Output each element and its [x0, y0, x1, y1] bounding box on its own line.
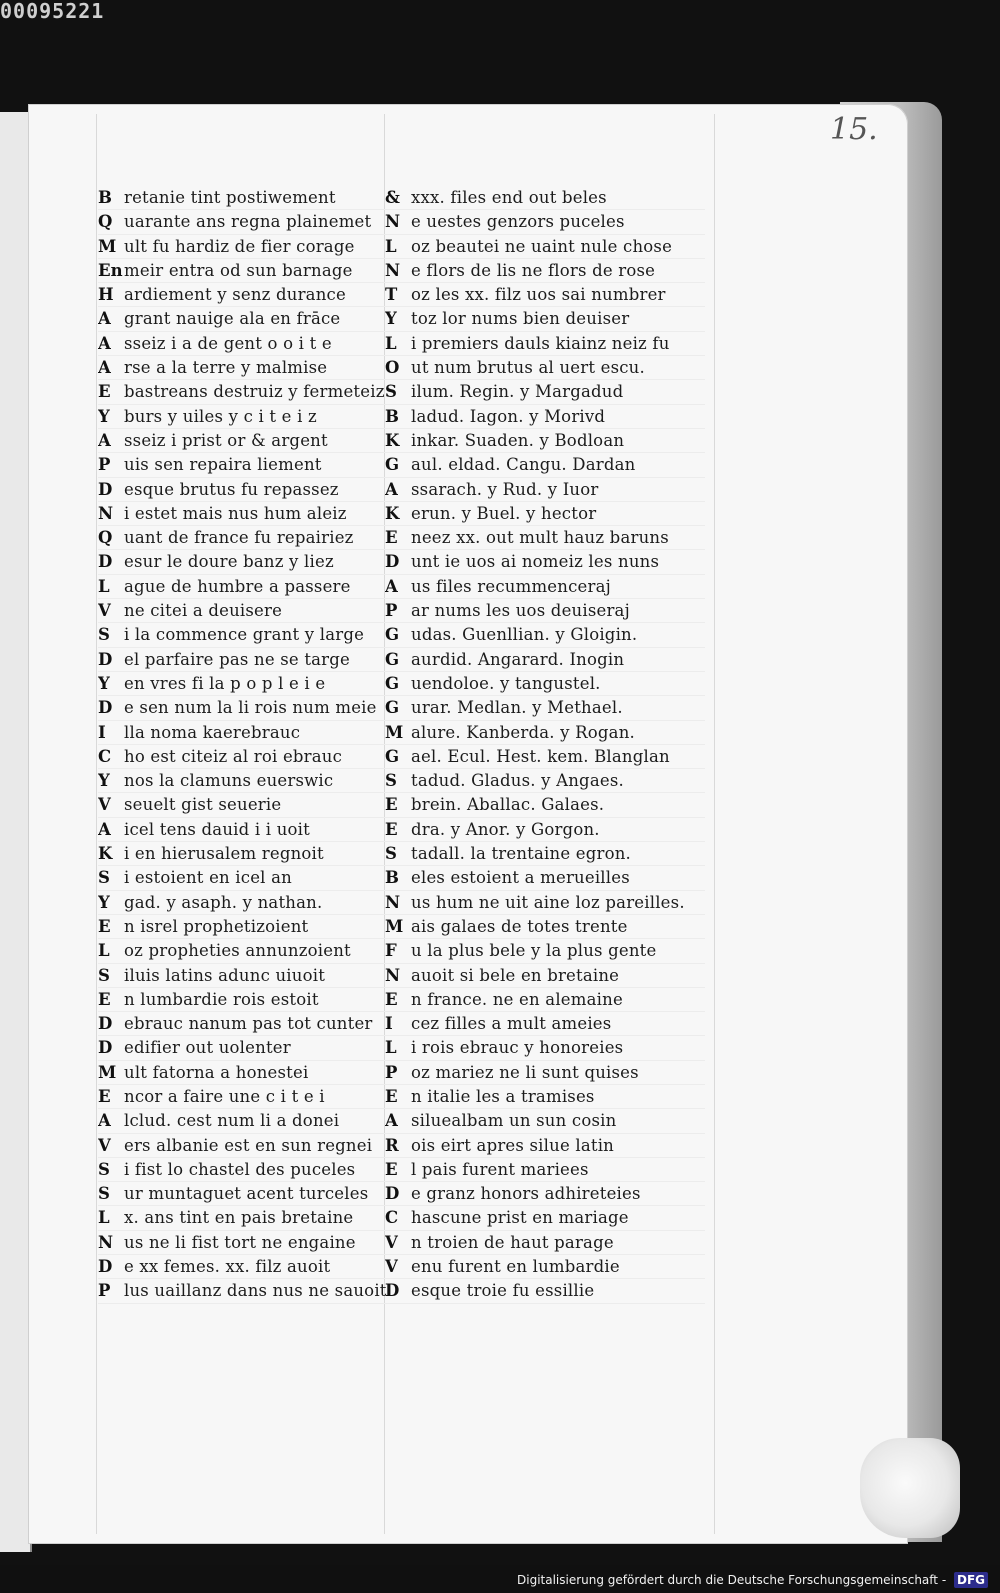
verse-text: ult fu hardiz de fier corage	[124, 236, 355, 256]
verse-text: ilum. Regin. y Margadud	[411, 382, 624, 402]
verse-text: e flors de lis ne flors de rose	[411, 260, 656, 280]
verse-initial: N	[385, 892, 401, 912]
verse-line	[98, 405, 388, 429]
verse-initial: S	[385, 844, 397, 864]
verse-text: hascune prist en mariage	[411, 1208, 629, 1228]
verse-text: bastreans destruiz y fermeteiz	[124, 382, 385, 402]
verse-text: tadud. Gladus. y Angaes.	[411, 771, 624, 791]
verse-line	[98, 818, 388, 842]
verse-text: i estet mais nus hum aleiz	[124, 503, 347, 523]
verse-initial: D	[385, 552, 400, 572]
verse-initial: K	[98, 844, 113, 864]
verse-initial: C	[385, 1208, 399, 1228]
verse-line	[98, 453, 388, 477]
verse-line	[385, 405, 705, 429]
verse-initial: E	[98, 1086, 111, 1106]
verse-text: i rois ebrauc y honoreies	[411, 1038, 624, 1058]
verse-line	[98, 235, 388, 259]
verse-line	[98, 210, 388, 234]
verse-initial: A	[385, 479, 398, 499]
verse-initial: S	[98, 1184, 110, 1204]
verse-line	[385, 1134, 705, 1158]
verse-text: meir entra od sun barnage	[124, 260, 353, 280]
verse-text: lclud. cest num li a donei	[124, 1111, 340, 1131]
verse-initial: D	[385, 1281, 400, 1301]
verse-text: ar nums les uos deuiseraj	[411, 601, 630, 621]
verse-initial: P	[385, 601, 398, 621]
verse-line	[98, 575, 388, 599]
verse-line	[98, 648, 388, 672]
verse-initial: D	[98, 479, 113, 499]
verse-line	[385, 745, 705, 769]
verse-text: dra. y Anor. y Gorgon.	[411, 819, 600, 839]
verse-text: toz lor nums bien deuiser	[411, 309, 630, 329]
verse-initial: P	[385, 1062, 398, 1082]
verse-text: n lumbardie rois estoit	[124, 989, 319, 1009]
verse-text: ers albanie est en sun regnei	[124, 1135, 373, 1155]
verse-text: i premiers dauls kiainz neiz fu	[411, 333, 670, 353]
verse-line	[385, 891, 705, 915]
verse-text: uant de france fu repairiez	[124, 528, 354, 548]
verse-text: ur muntaguet acent turceles	[124, 1184, 369, 1204]
verse-initial: S	[98, 965, 110, 985]
verse-text: x. ans tint en pais bretaine	[124, 1208, 354, 1228]
verse-initial: P	[98, 455, 111, 475]
verse-initial: M	[98, 1062, 117, 1082]
verse-line	[98, 550, 388, 574]
verse-line	[385, 623, 705, 647]
verse-line	[98, 1206, 388, 1230]
verse-text: oz mariez ne li sunt quises	[411, 1062, 639, 1082]
verse-line	[98, 186, 388, 210]
verse-line	[98, 1279, 388, 1303]
verse-line	[385, 866, 705, 890]
verse-initial: A	[98, 1111, 111, 1131]
verse-text: aurdid. Angarard. Inogin	[411, 649, 625, 669]
verse-text: aul. eldad. Cangu. Dardan	[411, 455, 636, 475]
verse-text: edifier out uolenter	[124, 1038, 291, 1058]
verse-initial: G	[385, 673, 400, 693]
verse-text: iluis latins adunc uiuoit	[124, 965, 326, 985]
verse-initial: D	[98, 1038, 113, 1058]
verse-initial: E	[385, 1086, 398, 1106]
verse-text: n italie les a tramises	[411, 1086, 595, 1106]
verse-initial: S	[98, 625, 110, 645]
verse-text: grant nauige ala en frāce	[124, 309, 341, 329]
verse-initial: E	[98, 916, 111, 936]
verse-text: auoit si bele en bretaine	[411, 965, 620, 985]
verse-initial: Y	[98, 771, 110, 791]
verse-text: ut num brutus al uert escu.	[411, 358, 645, 378]
verse-line	[98, 939, 388, 963]
verse-initial: E	[385, 989, 398, 1009]
verse-line	[98, 380, 388, 404]
verse-line	[98, 332, 388, 356]
verse-initial: L	[98, 941, 110, 961]
verse-initial: L	[385, 333, 397, 353]
verse-initial: En	[98, 260, 123, 280]
verse-initial: M	[385, 916, 404, 936]
verse-initial: D	[98, 1257, 113, 1277]
verse-text: inkar. Suaden. y Bodloan	[411, 430, 625, 450]
verse-initial: D	[98, 698, 113, 718]
verse-line	[385, 1109, 705, 1133]
verse-initial: D	[98, 552, 113, 572]
verse-initial: N	[98, 503, 114, 523]
verse-line	[98, 623, 388, 647]
verse-initial: Q	[98, 212, 113, 232]
verse-line	[385, 696, 705, 720]
verse-line	[98, 478, 388, 502]
verse-initial: S	[385, 771, 397, 791]
verse-text: ardiement y senz durance	[124, 285, 346, 305]
verse-initial: E	[385, 528, 398, 548]
verse-initial: E	[385, 795, 398, 815]
verse-text: ho est citeiz al roi ebrauc	[124, 746, 343, 766]
verse-line	[385, 1036, 705, 1060]
verse-text: cez filles a mult ameies	[411, 1014, 612, 1034]
verse-line	[98, 502, 388, 526]
verse-line	[385, 793, 705, 817]
verse-line	[385, 721, 705, 745]
verse-text: uarante ans regna plainemet	[124, 212, 372, 232]
verse-text: us ne li fist tort ne engaine	[124, 1232, 356, 1252]
verse-text: oz beautei ne uaint nule chose	[411, 236, 673, 256]
verse-line	[98, 307, 388, 331]
verse-line	[385, 648, 705, 672]
verse-line	[98, 1231, 388, 1255]
verse-text: esque brutus fu repassez	[124, 479, 339, 499]
verse-line	[385, 550, 705, 574]
verse-initial: D	[98, 1014, 113, 1034]
folio-number: 15.	[830, 112, 878, 147]
verse-line	[98, 526, 388, 550]
verse-line	[385, 307, 705, 331]
verse-initial: E	[385, 1159, 398, 1179]
verse-text: lla noma kaerebrauc	[124, 722, 301, 742]
thumb-image	[860, 1438, 960, 1538]
verse-initial: A	[385, 1111, 398, 1131]
verse-initial: N	[385, 260, 401, 280]
verse-line	[98, 988, 388, 1012]
verse-line	[98, 769, 388, 793]
verse-line	[385, 818, 705, 842]
verse-initial: G	[385, 625, 400, 645]
text-column-left	[98, 186, 388, 1304]
verse-text: ais galaes de totes trente	[411, 916, 628, 936]
funding-credit	[517, 1572, 988, 1588]
verse-line	[385, 526, 705, 550]
verse-initial: M	[385, 722, 404, 742]
verse-line	[98, 356, 388, 380]
verse-text: u la plus bele y la plus gente	[411, 941, 657, 961]
verse-initial: K	[385, 503, 400, 523]
margin-rule	[96, 114, 97, 1534]
verse-line	[385, 502, 705, 526]
verse-initial: I	[385, 1014, 393, 1034]
verse-initial: H	[98, 285, 114, 305]
verse-line	[385, 453, 705, 477]
verse-line	[98, 866, 388, 890]
verse-initial: V	[385, 1257, 398, 1277]
verse-line	[385, 1206, 705, 1230]
verse-line	[385, 915, 705, 939]
verse-line	[98, 599, 388, 623]
verse-initial: &	[385, 188, 400, 207]
verse-text: burs y uiles y c i t e i z	[124, 406, 317, 426]
verse-text: uis sen repaira liement	[124, 455, 322, 475]
verse-initial: G	[385, 649, 400, 669]
verse-line	[98, 745, 388, 769]
verse-line	[98, 429, 388, 453]
verse-text: ael. Ecul. Hest. kem. Blanglan	[411, 746, 670, 766]
verse-line	[385, 769, 705, 793]
verse-text: tadall. la trentaine egron.	[411, 844, 631, 864]
verse-line	[98, 1109, 388, 1133]
verse-line	[385, 964, 705, 988]
verse-initial: L	[98, 1208, 110, 1228]
verse-line	[98, 1134, 388, 1158]
verse-line	[385, 575, 705, 599]
verse-text: en vres fi la p o p l e i e	[124, 673, 326, 693]
verse-text: enu furent en lumbardie	[411, 1257, 620, 1277]
verse-line	[98, 842, 388, 866]
verse-initial: D	[385, 1184, 400, 1204]
verse-line	[385, 210, 705, 234]
verse-line	[98, 696, 388, 720]
verse-text: ebrauc nanum pas tot cunter	[124, 1014, 373, 1034]
verse-line	[385, 1279, 705, 1303]
verse-line	[385, 1012, 705, 1036]
verse-line	[385, 429, 705, 453]
verse-line	[98, 721, 388, 745]
verse-line	[98, 891, 388, 915]
verse-text: i fist lo chastel des puceles	[124, 1159, 356, 1179]
verse-text: i la commence grant y large	[124, 625, 365, 645]
verse-text: ois eirt apres silue latin	[411, 1135, 614, 1155]
verse-initial: B	[98, 188, 112, 207]
verse-initial: E	[98, 382, 111, 402]
verse-text: n troien de haut parage	[411, 1232, 614, 1252]
verse-initial: C	[98, 746, 112, 766]
verse-initial: S	[98, 1159, 110, 1179]
verse-line	[385, 380, 705, 404]
verse-initial: B	[385, 868, 399, 888]
verse-initial: V	[98, 795, 111, 815]
verse-text: ncor a faire une c i t e i	[124, 1086, 325, 1106]
verse-line	[385, 988, 705, 1012]
verse-text: uendoloe. y tangustel.	[411, 673, 601, 693]
verse-initial: G	[385, 746, 400, 766]
verse-initial: S	[385, 382, 397, 402]
verse-initial: B	[385, 406, 399, 426]
verse-line	[98, 1255, 388, 1279]
verse-line	[98, 1012, 388, 1036]
verse-text: e xx femes. xx. filz auoit	[124, 1257, 331, 1277]
verse-text: l pais furent mariees	[411, 1159, 589, 1179]
verse-initial: O	[385, 358, 400, 378]
verse-line	[98, 1085, 388, 1109]
verse-text: e sen num la li rois num meie	[124, 698, 377, 718]
verse-text: lus uaillanz dans nus ne sauoit	[124, 1281, 387, 1301]
verse-initial: F	[385, 941, 397, 961]
verse-initial: N	[385, 965, 401, 985]
verse-text: n france. ne en alemaine	[411, 989, 623, 1009]
verse-text: gad. y asaph. y nathan.	[124, 892, 323, 912]
verse-text: alure. Kanberda. y Rogan.	[411, 722, 635, 742]
verse-line	[385, 1231, 705, 1255]
verse-text: oz propheties annunzoient	[124, 941, 351, 961]
verse-text: esque troie fu essillie	[411, 1281, 595, 1301]
verse-line	[385, 1182, 705, 1206]
verse-initial: L	[98, 576, 110, 596]
verse-line	[385, 332, 705, 356]
margin-rule	[714, 114, 715, 1534]
verse-line	[98, 1158, 388, 1182]
verse-line	[385, 356, 705, 380]
verse-line	[385, 1255, 705, 1279]
verse-initial: G	[385, 455, 400, 475]
verse-initial: M	[98, 236, 117, 256]
verse-initial: A	[98, 430, 111, 450]
verse-initial: D	[98, 649, 113, 669]
verse-line	[385, 1085, 705, 1109]
verse-line	[385, 842, 705, 866]
verse-line	[98, 672, 388, 696]
verse-text: seuelt gist seuerie	[124, 795, 282, 815]
dfg-logo: DFG	[954, 1572, 988, 1588]
verse-text: oz les xx. filz uos sai numbrer	[411, 285, 666, 305]
verse-text: rse a la terre y malmise	[124, 358, 328, 378]
verse-text: ague de humbre a passere	[124, 576, 351, 596]
verse-text: us files recummenceraj	[411, 576, 611, 596]
verse-initial: N	[98, 1232, 114, 1252]
verse-text: icel tens dauid i i uoit	[124, 819, 310, 839]
verse-initial: L	[385, 1038, 397, 1058]
verse-line	[385, 478, 705, 502]
verse-text: sseiz i a de gent o o i t e	[124, 333, 332, 353]
verse-initial: L	[385, 236, 397, 256]
verse-text: el parfaire pas ne se targe	[124, 649, 350, 669]
scan-id-label: 00095221	[0, 0, 105, 22]
verse-text: udas. Guenllian. y Gloigin.	[411, 625, 638, 645]
verse-line	[385, 1158, 705, 1182]
verse-initial: E	[98, 989, 111, 1009]
verse-text: ne citei a deuisere	[124, 601, 283, 621]
verse-initial: A	[98, 819, 111, 839]
verse-initial: K	[385, 430, 400, 450]
verse-text: esur le doure banz y liez	[124, 552, 334, 572]
verse-line	[385, 235, 705, 259]
verse-line	[98, 964, 388, 988]
verse-text: e uestes genzors puceles	[411, 212, 625, 232]
verse-text: eles estoient a merueilles	[411, 868, 630, 888]
verse-text: e granz honors adhireteies	[411, 1184, 641, 1204]
verse-initial: Y	[385, 309, 397, 329]
verse-line	[98, 1061, 388, 1085]
verse-line	[385, 186, 705, 210]
verse-text: i estoient en icel an	[124, 868, 292, 888]
verse-text: n isrel prophetizoient	[124, 916, 309, 936]
verse-line	[98, 1036, 388, 1060]
verse-text: ult fatorna a honestei	[124, 1062, 309, 1082]
verse-line	[98, 793, 388, 817]
verse-line	[385, 599, 705, 623]
verse-initial: Y	[98, 892, 110, 912]
verse-initial: E	[385, 819, 398, 839]
verse-initial: V	[98, 1135, 111, 1155]
verse-initial: A	[98, 309, 111, 329]
verse-initial: G	[385, 698, 400, 718]
verse-initial: S	[98, 868, 110, 888]
verse-line	[385, 1061, 705, 1085]
verse-initial: R	[385, 1135, 399, 1155]
verse-text: unt ie uos ai nomeiz les nuns	[411, 552, 660, 572]
verse-text: xxx. files end out beles	[411, 188, 607, 207]
verse-text: erun. y Buel. y hector	[411, 503, 597, 523]
verse-text: nos la clamuns euerswic	[124, 771, 334, 791]
verse-initial: Y	[98, 673, 110, 693]
verse-text: urar. Medlan. y Methael.	[411, 698, 623, 718]
verse-line	[385, 259, 705, 283]
verse-line	[385, 283, 705, 307]
verse-initial: A	[98, 358, 111, 378]
verse-initial: I	[98, 722, 106, 742]
verse-line	[385, 672, 705, 696]
verse-initial: T	[385, 285, 398, 305]
verse-initial: Q	[98, 528, 113, 548]
verse-initial: A	[98, 333, 111, 353]
verse-text: retanie tint postiwement	[124, 188, 336, 207]
verse-line	[98, 259, 388, 283]
verse-text: sseiz i prist or & argent	[124, 430, 328, 450]
text-column-right	[385, 186, 705, 1304]
verse-line	[385, 939, 705, 963]
verse-line	[98, 283, 388, 307]
verse-initial: V	[385, 1232, 398, 1252]
verse-initial: V	[98, 601, 111, 621]
verse-line	[98, 915, 388, 939]
verse-line	[98, 1182, 388, 1206]
verse-text: neez xx. out mult hauz baruns	[411, 528, 669, 548]
verse-text: siluealbam un sun cosin	[411, 1111, 617, 1131]
footer-bar	[0, 1565, 1000, 1593]
verse-text: us hum ne uit aine loz pareilles.	[411, 892, 685, 912]
verse-initial: Y	[98, 406, 110, 426]
verse-text: ssarach. y Rud. y Iuor	[411, 479, 599, 499]
credit-text: Digitalisierung gefördert durch die Deutsche Forschungsgemeinschaft -	[517, 1573, 947, 1587]
verse-text: ladud. Iagon. y Morivd	[411, 406, 606, 426]
verse-initial: N	[385, 212, 401, 232]
verse-text: brein. Aballac. Galaes.	[411, 795, 605, 815]
verse-text: i en hierusalem regnoit	[124, 844, 324, 864]
verse-initial: P	[98, 1281, 111, 1301]
verse-initial: A	[385, 576, 398, 596]
